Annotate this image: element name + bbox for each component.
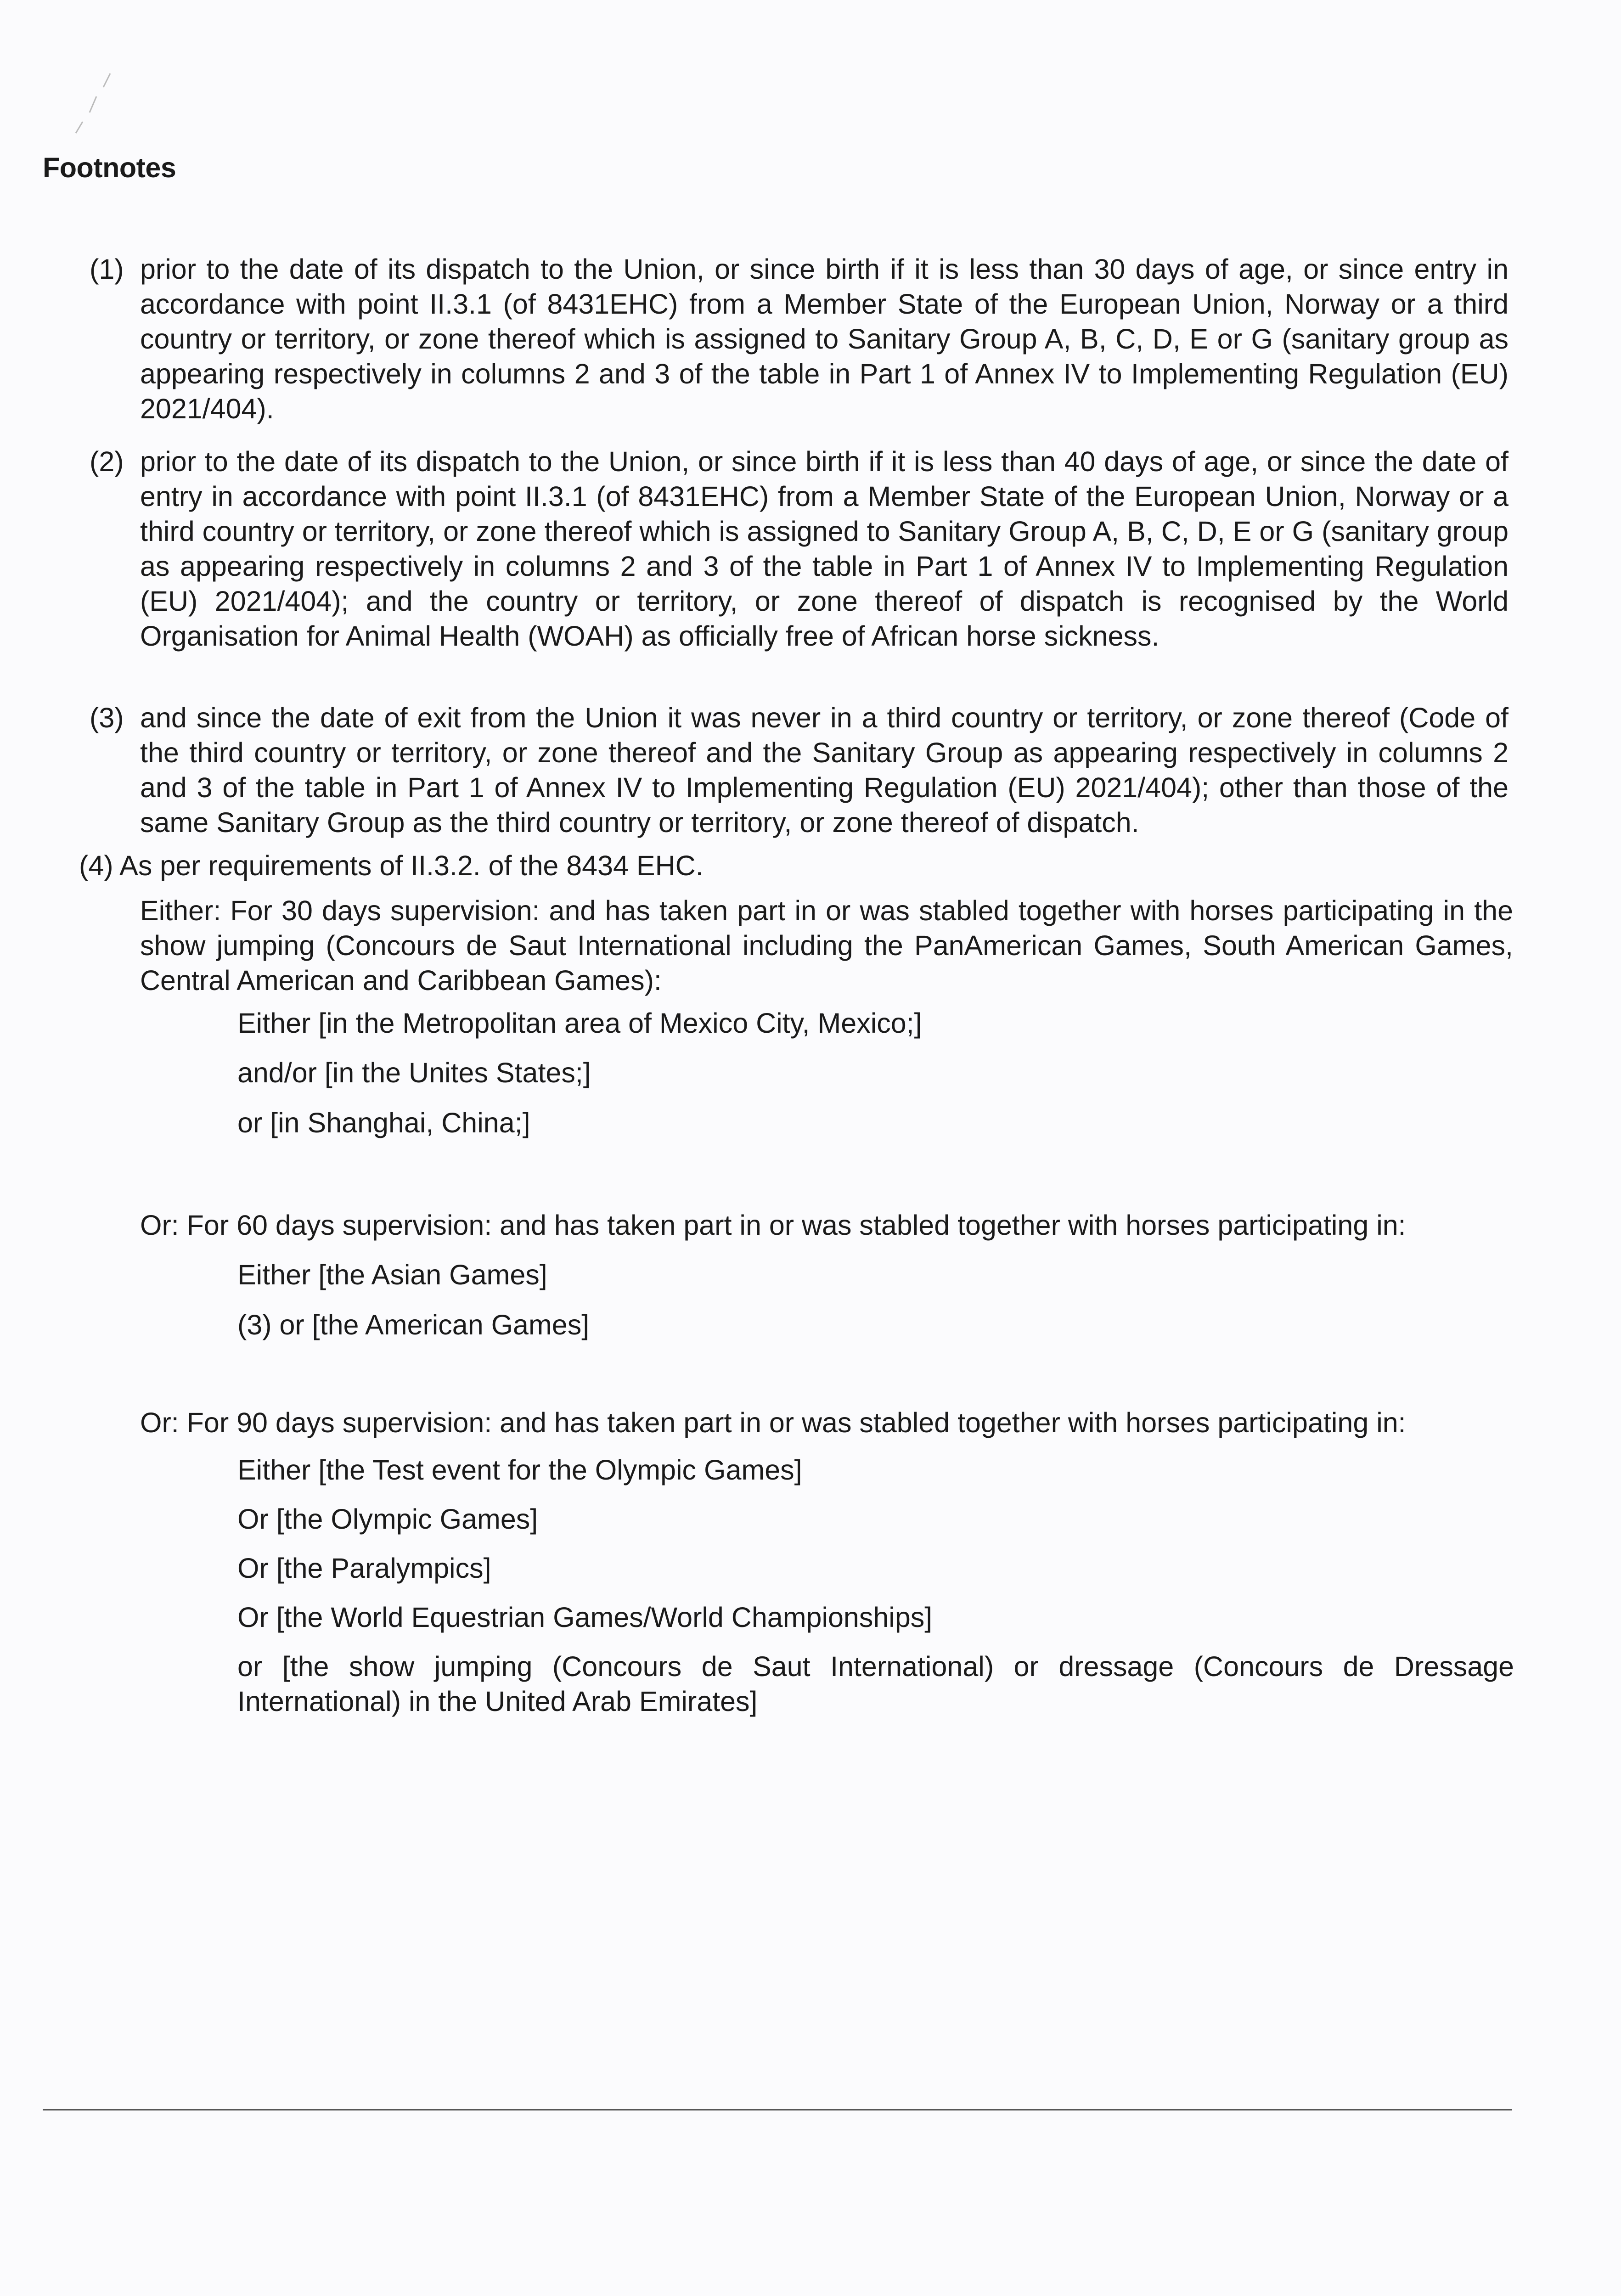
footnotes-heading: Footnotes: [43, 152, 176, 183]
option-item: and/or [in the Unites States;]: [237, 1057, 591, 1088]
footnote-2: [90, 444, 1508, 653]
footnote-text: prior to the date of its dispatch to the Union, or since birth if it is less than 40 days of age, or since the date of entry in accordance with point II.3.1 (of 8431EHC) from a Member State of the European Union, Norway or a third country or territory, or zone thereof which is assigned to Sanitary Group A, B, C, D, E or G (sanitary group as appearing respectively in columns 2 and 3 of the table in Part 1 of Annex IV to Implementing Regulation (EU) 2021/404); and the country or territory, or zone thereof of dispatch is recognised by the World Organisation for Animal Health (WOAH) as officially free of African horse sickness.: [140, 446, 1508, 652]
footnote-number: (3): [90, 702, 124, 733]
option-item: Either [in the Metropolitan area of Mexico City, Mexico;]: [237, 1007, 922, 1039]
footnote-text: and since the date of exit from the Union it was never in a third country or territory, or zone thereof (Code of the third country or territory, or zone thereof and the Sanitary Group as appearing respectively in columns 2 and 3 of the table in Part 1 of Annex IV to Implementing Regulation (EU) 2021/404); other than those of the same Sanitary Group as the third country or territory, or zone thereof of dispatch.: [140, 702, 1508, 838]
option-item: Or [the Paralympics]: [237, 1553, 491, 1584]
either-30-days-intro: Either: For 30 days supervision: and has taken part in or was stabled together with horses participating in the show jumping (Concours de Saut International including the PanAmerican Games, South American Games, Central American and Caribbean Games):: [140, 895, 1513, 996]
or-90-days-intro: Or: For 90 days supervision: and has taken part in or was stabled together with horses participating in:: [140, 1407, 1406, 1438]
or-60-days-intro: Or: For 60 days supervision: and has taken part in or was stabled together with horses participating in:: [140, 1210, 1406, 1241]
option-item: or [the show jumping (Concours de Saut International) or dressage (Concours de Dressage International) in the United Arab Emirates]: [237, 1651, 1514, 1717]
bottom-divider: [43, 2109, 1512, 2110]
footnote-1: [90, 252, 1508, 426]
option-item: or [in Shanghai, China;]: [237, 1107, 530, 1138]
option-item: (3) or [the American Games]: [237, 1309, 590, 1340]
option-item: Or [the World Equestrian Games/World Championships]: [237, 1602, 933, 1633]
footnote-3: [90, 700, 1508, 840]
option-item: Or [the Olympic Games]: [237, 1503, 538, 1535]
pen-mark: [64, 69, 115, 138]
footnote-4: (4) As per requirements of II.3.2. of the 8434 EHC.: [79, 850, 704, 881]
footnote-number: (1): [90, 253, 124, 285]
footnote-number: (2): [90, 446, 124, 477]
option-item: Either [the Test event for the Olympic Games]: [237, 1454, 802, 1486]
footnote-text: prior to the date of its dispatch to the Union, or since birth if it is less than 30 days of age, or since entry in accordance with point II.3.1 (of 8431EHC) from a Member State of the European Union, Norway or a third country or territory, or zone thereof which is assigned to Sanitary Group A, B, C, D, E or G (sanitary group as appearing respectively in columns 2 and 3 of the table in Part 1 of Annex IV to Implementing Regulation (EU) 2021/404).: [140, 253, 1508, 424]
option-item: Either [the Asian Games]: [237, 1259, 547, 1290]
